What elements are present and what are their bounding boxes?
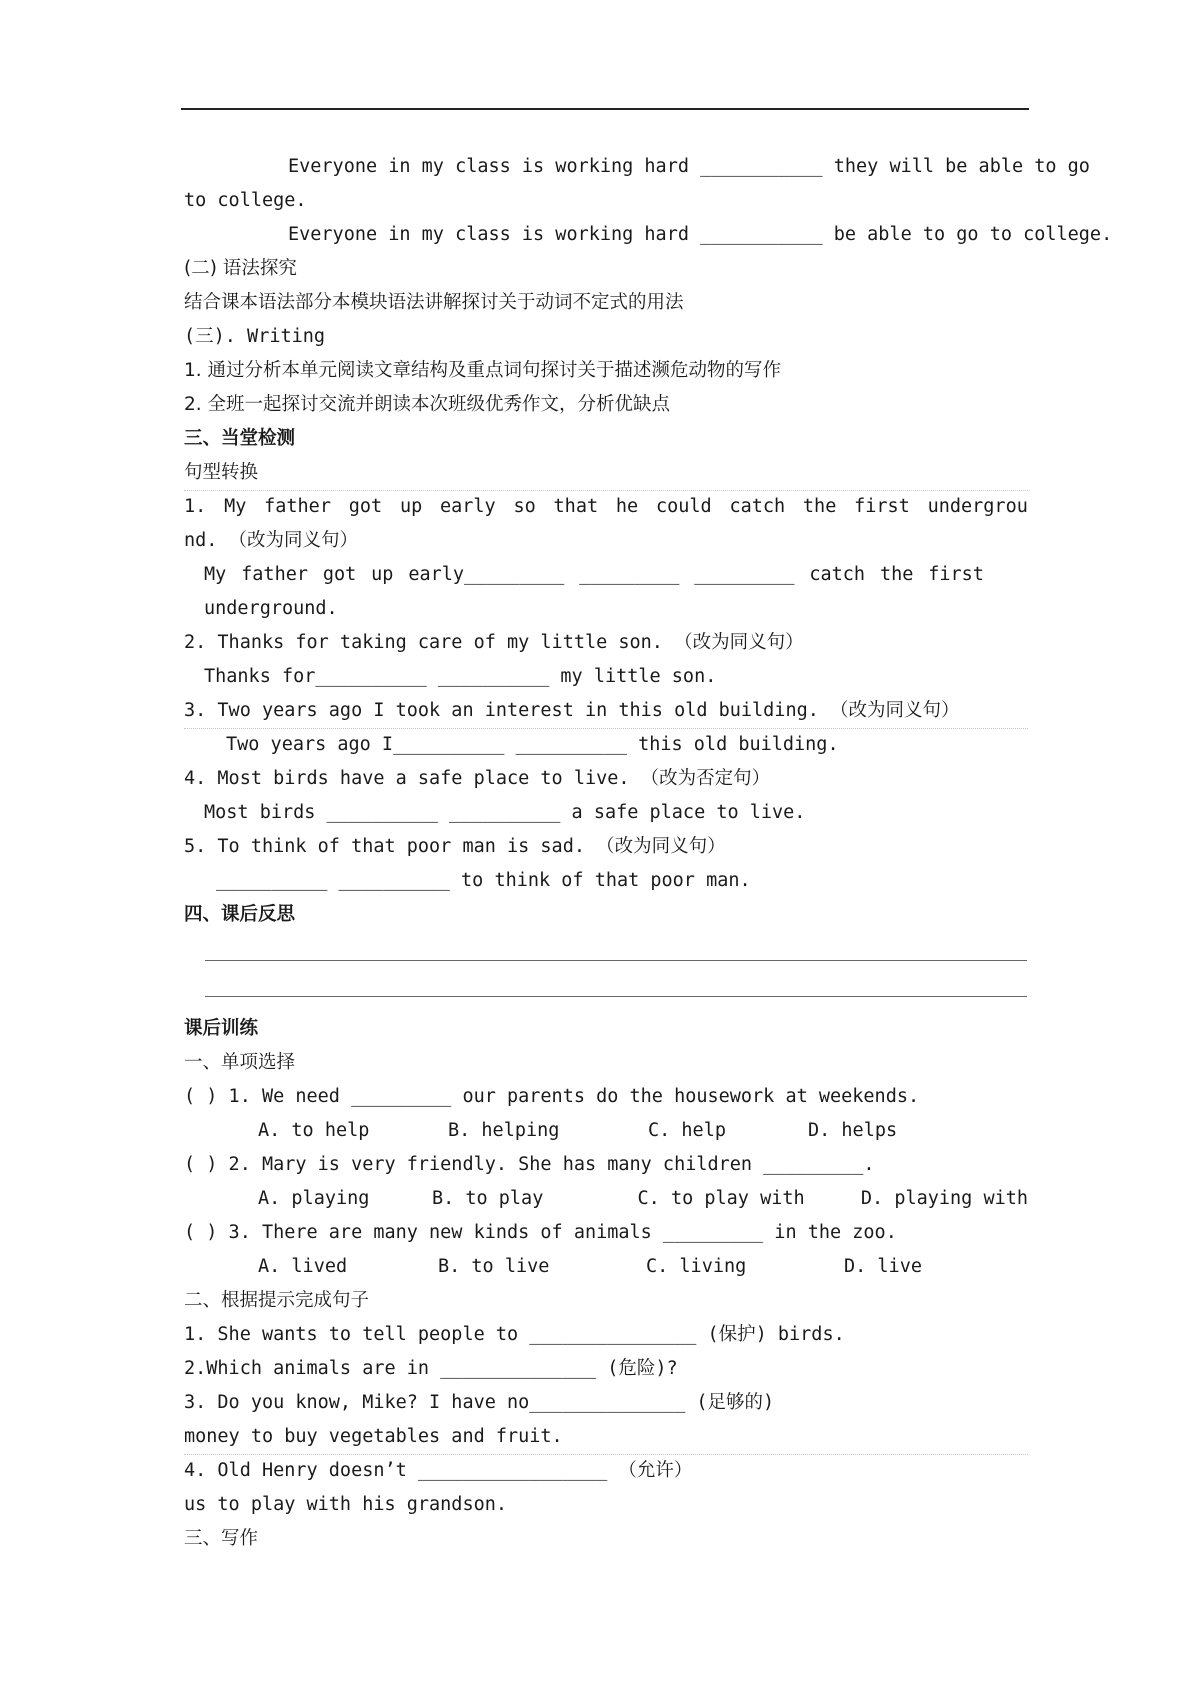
- sentence-line: to college.: [184, 190, 307, 211]
- word: up: [399, 496, 423, 517]
- word: My: [204, 564, 227, 585]
- fill-question-3-cont: money to buy vegetables and fruit.: [184, 1420, 1028, 1455]
- word: catch: [809, 564, 866, 585]
- answer-1-line: [204, 558, 984, 592]
- question-3: 3. Two years ago I took an interest in this old building. （改为同义句）: [184, 694, 1028, 729]
- word: got: [348, 496, 383, 517]
- mc-options-3: [258, 1250, 1028, 1284]
- option-b: B. helping: [448, 1120, 560, 1141]
- question-1-cont: nd. （改为同义句）: [184, 530, 359, 551]
- word: undergrou: [927, 496, 1028, 517]
- word: 1.: [184, 496, 207, 517]
- sentence-line: Everyone in my class is working hard ___________ they will be able to go: [288, 156, 1090, 177]
- word: the: [879, 564, 914, 585]
- section-heading: (二) 语法探究: [184, 258, 297, 279]
- word: _________: [579, 564, 680, 585]
- word: father: [264, 496, 331, 517]
- mc-question-2: ( ) 2. Mary is very friendly. She has many children _________.: [184, 1154, 875, 1175]
- word: catch: [729, 496, 786, 517]
- sub-heading: 句型转换: [184, 456, 1028, 491]
- mc-question-1: ( ) 1. We need _________ our parents do the housework at weekends.: [184, 1086, 920, 1107]
- answer-5: __________ __________ to think of that poor man.: [216, 870, 751, 891]
- mc-question-3: ( ) 3. There are many new kinds of animals _________ in the zoo.: [184, 1222, 897, 1243]
- section-heading: 三、当堂检测: [184, 428, 296, 449]
- word: he: [615, 496, 639, 517]
- word: _________: [694, 564, 795, 585]
- option-c: C. to play with: [637, 1188, 805, 1209]
- option-d: D. helps: [808, 1120, 898, 1141]
- section-heading: 课后训练: [184, 1018, 259, 1039]
- question-5: 5. To think of that poor man is sad. （改为同义句）: [184, 836, 726, 857]
- reflection-line: [205, 960, 1027, 961]
- question-4: 4. Most birds have a safe place to live. （改为否定句）: [184, 768, 771, 789]
- reflection-line: [205, 996, 1027, 997]
- list-item: 1. 通过分析本单元阅读文章结构及重点词句探讨关于描述濒危动物的写作: [184, 360, 782, 381]
- option-c: C. help: [648, 1120, 726, 1141]
- answer-1-cont: underground.: [204, 598, 338, 619]
- section-heading: (三). Writing: [184, 326, 326, 347]
- sub-heading: 一、单项选择: [184, 1052, 296, 1073]
- fill-question-2: 2.Which animals are in ______________ (危险)?: [184, 1358, 678, 1379]
- word: got: [322, 564, 357, 585]
- option-a: A. to help: [258, 1120, 370, 1141]
- word: early: [440, 496, 496, 517]
- sub-heading: 二、根据提示完成句子: [184, 1290, 370, 1311]
- sub-heading: 三、写作: [184, 1528, 259, 1549]
- option-a: A. playing: [258, 1188, 370, 1209]
- word: first: [928, 564, 984, 585]
- sentence-line: Everyone in my class is working hard ___________ be able to go to college.: [288, 224, 1113, 245]
- word: so: [513, 496, 536, 517]
- option-d: D. playing with: [860, 1188, 1028, 1209]
- mc-options-1: [258, 1114, 1028, 1148]
- paragraph: 结合课本语法部分本模块语法讲解探讨关于动词不定式的用法: [184, 292, 684, 313]
- word: first: [854, 496, 910, 517]
- fill-question-1: 1. She wants to tell people to _______________ (保护) birds.: [184, 1324, 845, 1345]
- header-rule: [181, 108, 1029, 110]
- answer-2: Thanks for__________ __________ my little son.: [204, 666, 717, 687]
- section-heading: 四、课后反思: [184, 904, 296, 925]
- option-c: C. living: [646, 1256, 747, 1277]
- word: up: [371, 564, 394, 585]
- word: early_________: [408, 564, 565, 585]
- option-d: D. live: [844, 1256, 922, 1277]
- fill-question-3: 3. Do you know, Mike? I have no______________ (足够的): [184, 1392, 775, 1413]
- option-b: B. to play: [431, 1188, 544, 1209]
- word: father: [241, 564, 308, 585]
- option-a: A. lived: [258, 1256, 348, 1277]
- answer-4: Most birds __________ __________ a safe place to live.: [204, 802, 806, 823]
- option-b: B. to live: [438, 1256, 550, 1277]
- word: could: [655, 496, 712, 517]
- word: My: [224, 496, 247, 517]
- mc-options-2: [258, 1182, 1028, 1216]
- fill-question-4: 4. Old Henry doesn’t _________________ （允许）: [184, 1460, 693, 1481]
- answer-3: Two years ago I__________ __________ this old building.: [226, 734, 839, 755]
- list-item: 2. 全班一起探讨交流并朗读本次班级优秀作文，分析优缺点: [184, 394, 671, 415]
- fill-question-4-cont: us to play with his grandson.: [184, 1494, 508, 1515]
- question-2: 2. Thanks for taking care of my little son. （改为同义句）: [184, 632, 804, 653]
- word: that: [553, 496, 599, 517]
- word: the: [802, 496, 837, 517]
- question-1-line: [184, 490, 1028, 524]
